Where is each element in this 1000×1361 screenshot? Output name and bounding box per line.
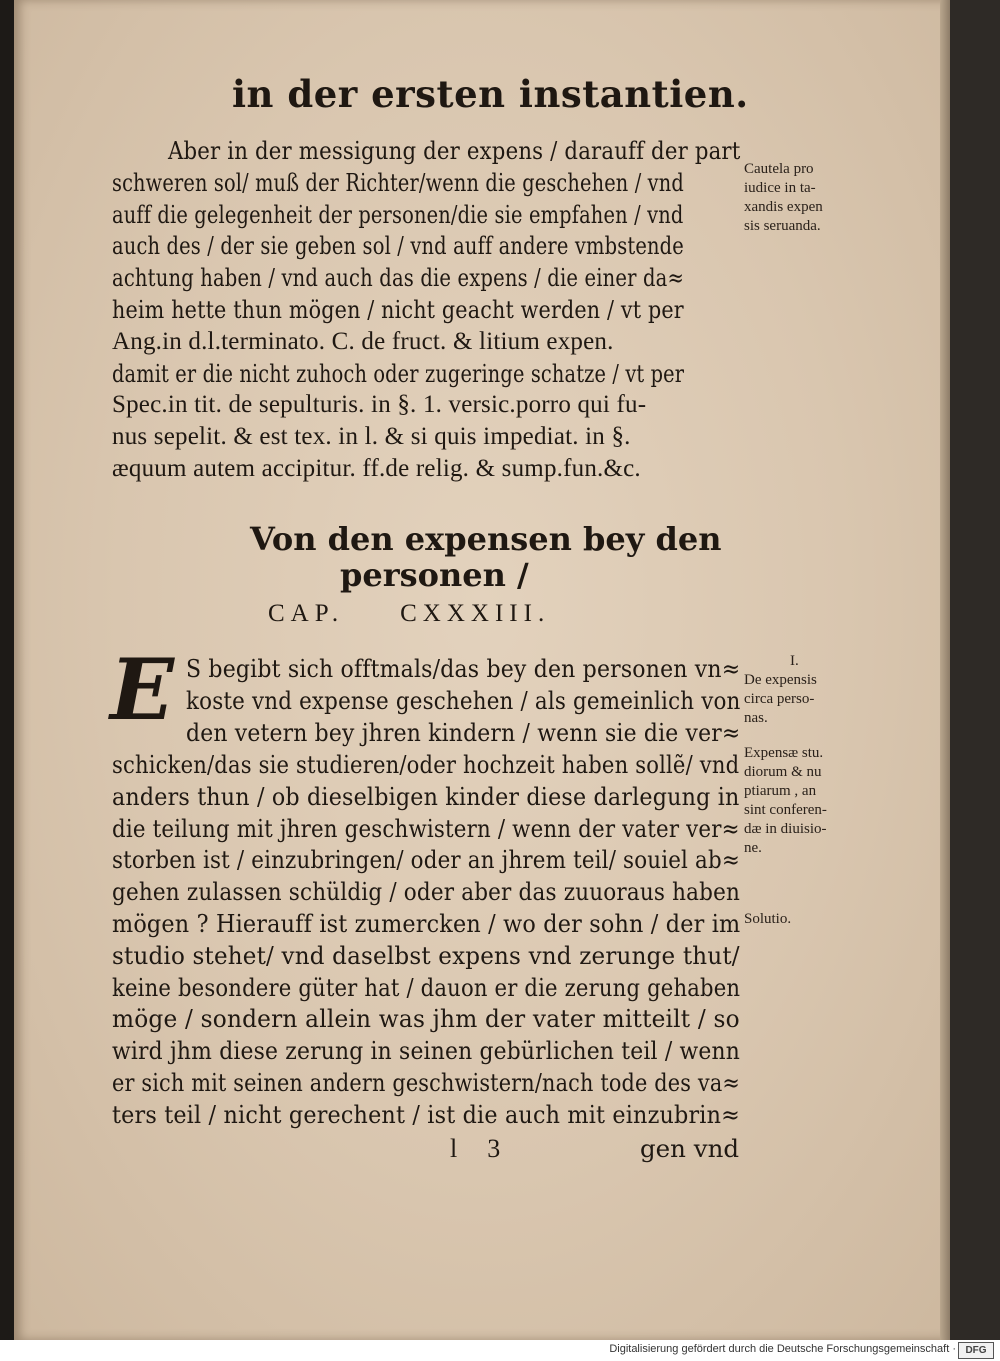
margin-note-line: I. (790, 653, 799, 669)
decorated-initial: E (110, 640, 175, 739)
margin-note-line: De expensis (744, 672, 817, 688)
dfg-logo: DFG (958, 1342, 994, 1359)
margin-note-line: nas. (744, 710, 768, 726)
margin-note-solutio (744, 910, 874, 929)
chapter-title-line1: Von den expensen bey den (250, 520, 722, 558)
book-binding-edge (0, 0, 14, 1340)
margin-note-line: ptiarum , an (744, 783, 817, 799)
margin-note-line: sint conferen- (744, 802, 827, 818)
text-line: Ang.in d.l.terminato. C. de fruct. & litium expen. (112, 327, 614, 355)
chapter-number (268, 600, 550, 628)
text-line: ters teil / nicht gerechent / ist die auch mit einzubrin≈ (112, 1099, 740, 1129)
text-line: koste vnd expense geschehen / als gemeinlich von (186, 685, 741, 715)
text-line: er sich mit seinen andern geschwistern/nach tode des va≈ (112, 1068, 740, 1097)
text-line: studio stehet/ vnd daselbst expens vnd zerunge thut/ (112, 940, 740, 970)
signature-mark (450, 1134, 500, 1164)
text-line: æquum autem accipitur. ff.de relig. & sump.fun.&c. (112, 455, 641, 482)
margin-note-line: diorum & nu (744, 764, 822, 780)
margin-note-line: iudice in ta- (744, 180, 816, 196)
text-line: auch des / der sie geben sol / vnd auff andere vmbstende (112, 231, 684, 261)
signature-number: 3 (487, 1134, 501, 1163)
text-line: wird jhm diese zerung in seinen gebürlichen teil / wenn (112, 1036, 741, 1066)
margin-note-line: Cautela pro (744, 161, 814, 177)
text-line: nus sepelit. & est tex. in l. & si quis impediat. in §. (112, 423, 631, 451)
page-heading: in der ersten instantien. (232, 72, 749, 116)
text-line: schweren sol/ muß der Richter/wenn die geschehen / vnd (112, 167, 684, 197)
text-line: den vetern bey jhren kindern / wenn sie die ver≈ (186, 717, 741, 747)
text-line: storben ist / einzubringen/ oder an jhrem teil/ souiel ab≈ (112, 845, 740, 875)
margin-note-line: sis seruanda. (744, 218, 821, 234)
text-line: anders thun / ob dieselbigen kinder diese darlegung in (112, 781, 740, 811)
text-line: damit er die nicht zuhoch oder zugeringe schatze / vt per (112, 358, 685, 388)
text-line: keine besondere güter hat / dauon er die zerung gehaben (112, 972, 741, 1002)
footer-bar (0, 1340, 1000, 1361)
text-line: achtung haben / vnd auch das die expens / die einer da≈ (112, 263, 685, 293)
page-edge (940, 0, 950, 1340)
text-line: mögen ? Hierauff ist zumercken / wo der sohn / der im (112, 909, 741, 938)
text-line: die teilung mit jhren geschwistern / wenn der vater ver≈ (112, 813, 740, 843)
footer-credit: Digitalisierung gefördert durch die Deutsche Forschungsgemeinschaft · (609, 1343, 956, 1355)
text-line: möge / sondern allein was jhm der vater mitteilt / so (112, 1004, 740, 1034)
margin-note-cautela (744, 160, 874, 236)
margin-note-expensae-studiorum (744, 744, 874, 858)
text-line: auff die gelegenheit der personen/die sie empfahen / vnd (112, 199, 684, 229)
margin-note-line: dæ in diuisio- (744, 821, 827, 837)
margin-note-line: circa perso- (744, 691, 815, 707)
signature-letter: l (450, 1134, 458, 1163)
margin-note-line: ne. (744, 840, 762, 856)
chapter-title-line2: personen / (340, 556, 529, 594)
chapter-roman-number: CXXXIII. (400, 600, 551, 627)
margin-note-line: Expensæ stu. (744, 745, 824, 761)
margin-note-de-expensis (744, 652, 874, 728)
margin-note-line: Solutio. (744, 911, 792, 927)
chapter-word: CAP. (268, 600, 345, 627)
catchword: gen vnd (640, 1134, 740, 1163)
margin-note-line: xandis expen (744, 199, 823, 215)
text-line: S begibt sich offtmals/das bey den personen vn≈ (186, 654, 741, 683)
text-line: Aber in der messigung der expens / darauff der part (168, 136, 741, 165)
text-line: gehen zulassen schüldig / oder aber das zuuoraus haben (112, 877, 741, 907)
text-line: Spec.in tit. de sepulturis. in §. 1. versic.porro qui fu- (112, 391, 647, 419)
text-line: heim hette thun mögen / nicht geacht werden / vt per (112, 295, 684, 324)
text-line: schicken/das sie studieren/oder hochzeit haben sollẽ/ vnd (112, 750, 740, 779)
